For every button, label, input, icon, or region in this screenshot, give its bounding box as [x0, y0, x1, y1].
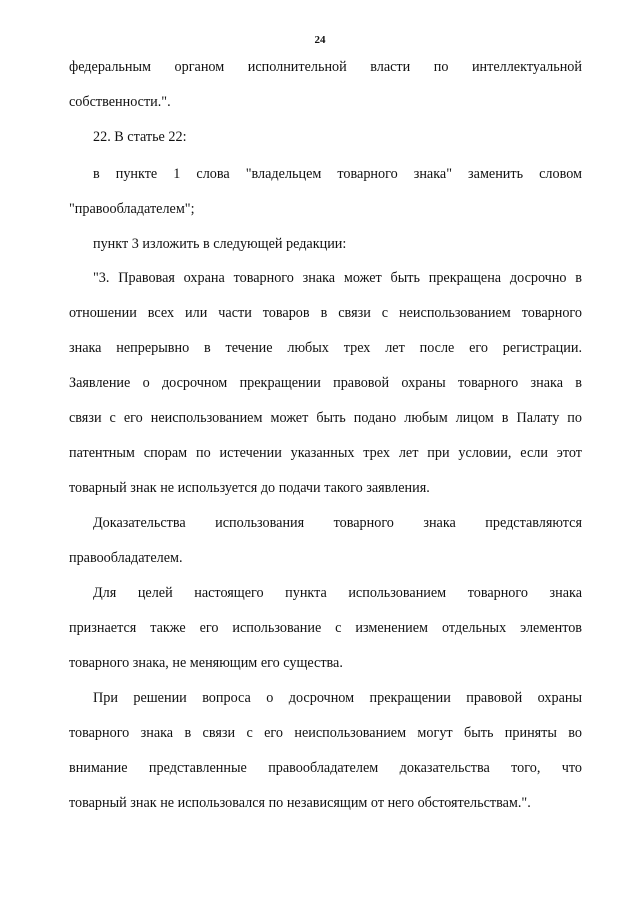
- text-line: федеральным органом исполнительной власти по интеллектуальной: [69, 59, 582, 75]
- page-number: 24: [314, 34, 326, 46]
- text-line: Для целей настоящего пункта использованием товарного знака: [93, 585, 582, 601]
- text-line: товарного знака в связи с его неиспользованием могут быть приняты во: [69, 725, 582, 741]
- text-line: патентным спорам по истечении указанных трех лет при условии, если этот: [69, 445, 582, 461]
- text-line: признается также его использование с изменением отдельных элементов: [69, 620, 582, 636]
- text-line: собственности.".: [69, 94, 171, 110]
- text-line: знака непрерывно в течение любых трех лет после его регистрации.: [69, 340, 582, 356]
- text-line: товарный знак не используется до подачи такого заявления.: [69, 480, 430, 496]
- text-line: "3. Правовая охрана товарного знака может быть прекращена досрочно в: [93, 270, 582, 286]
- text-line: "правообладателем";: [69, 201, 195, 217]
- text-line: отношении всех или части товаров в связи с неиспользованием товарного: [69, 305, 582, 321]
- text-line: связи с его неиспользованием может быть подано любым лицом в Палату по: [69, 410, 582, 426]
- text-line: Доказательства использования товарного знака представляются: [93, 515, 582, 531]
- text-line: Заявление о досрочном прекращении правовой охраны товарного знака в: [69, 375, 582, 391]
- text-line: в пункте 1 слова "владельцем товарного знака" заменить словом: [93, 166, 582, 182]
- text-line: товарный знак не использовался по независящим от него обстоятельствам.".: [69, 795, 531, 811]
- text-line: пункт 3 изложить в следующей редакции:: [93, 236, 347, 252]
- text-line: внимание представленные правообладателем доказательства того, что: [69, 760, 582, 776]
- text-line: товарного знака, не меняющим его существа.: [69, 655, 343, 671]
- text-line: правообладателем.: [69, 550, 183, 566]
- text-line: При решении вопроса о досрочном прекращении правовой охраны: [93, 690, 582, 706]
- article-heading: 22. В статье 22:: [93, 129, 187, 145]
